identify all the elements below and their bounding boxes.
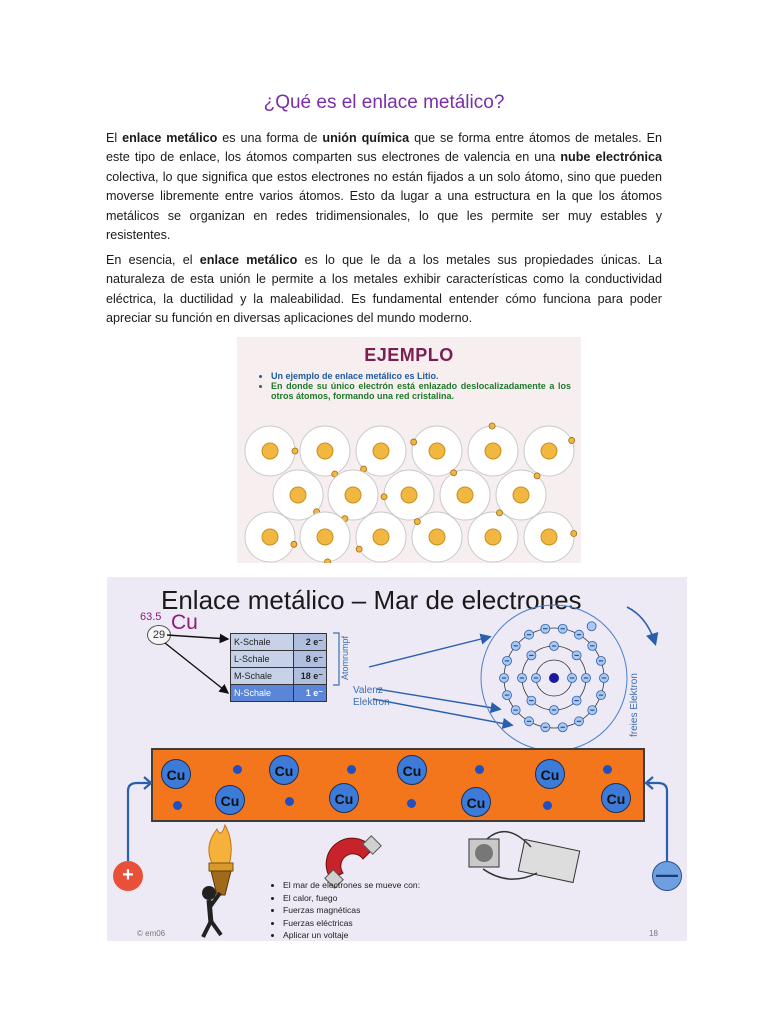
valence-electron (571, 531, 577, 537)
example-heading: EJEMPLO (364, 345, 454, 365)
lithium-atom (300, 426, 350, 477)
lithium-atom (300, 512, 350, 563)
cu-ion: Cu (269, 755, 299, 785)
shell-name: L-Schale (231, 651, 294, 668)
text-run: es una forma de (217, 131, 323, 145)
example-bullet: • En donde su único electrón está enlazado deslocalizadamente a los otros átomos, formando una red cristalina. (271, 381, 571, 401)
example-bullet: • Un ejemplo de enlace metálico es Litio. (271, 371, 571, 381)
negative-terminal: — (652, 861, 682, 891)
lithium-atom (440, 470, 490, 520)
text-run: En esencia, el (106, 253, 200, 267)
valence-electron (356, 546, 362, 552)
bold-term: unión química (322, 131, 410, 145)
bullet-item: • El mar de electrones se mueve con: (283, 879, 503, 892)
electron-sea-bullets (267, 879, 503, 941)
bullet-item: • Fuerzas magnéticas (283, 904, 503, 917)
valence-electron (291, 541, 297, 547)
bold-term: enlace metálico (199, 253, 298, 267)
atomic-number: 29 (147, 625, 171, 645)
positive-terminal: + (113, 861, 143, 891)
lithium-atom (524, 512, 577, 562)
bullet-item: • El calor, fuego (283, 892, 503, 905)
lithium-atom (356, 512, 406, 562)
valence-electron (569, 437, 575, 443)
slide-title: Enlace metálico – Mar de electrones (161, 585, 582, 615)
shell-count: 18 e⁻ (294, 668, 327, 685)
valence-electron (414, 519, 420, 525)
cu-ion: Cu (397, 755, 427, 785)
text-run: es lo que le da a los metales sus propiedades únicas. La naturaleza de esta unión le permite a los metales exhibir características como la conductividad eléctrica, la ductilidad y la maleabilidad. Es fundamental entender cómo funciona para poder apreciar su función en diversas aplicaciones del mundo moderno. (106, 253, 662, 326)
lithium-atom (468, 423, 518, 476)
cu-ion: Cu (535, 759, 565, 789)
page-title: ¿Qué es el enlace metálico? (263, 92, 505, 113)
lithium-atom (496, 470, 546, 520)
atomic-mass: 63.5 (140, 611, 162, 623)
bold-term: nube electrónica (560, 150, 662, 165)
element-symbol: Cu (171, 611, 198, 634)
valence-electron (451, 470, 457, 476)
lithium-atom (245, 512, 297, 562)
text-run: El (106, 131, 123, 145)
valence-electron (534, 473, 540, 479)
cu-ion: Cu (461, 787, 491, 817)
slide-footer-credit: © em06 (137, 929, 166, 938)
lithium-atom (356, 426, 406, 476)
valence-electron (489, 423, 495, 429)
atomrumpf-label: Atomrumpf (340, 635, 351, 681)
shell-count: 2 e⁻ (294, 634, 327, 651)
shell-count: 8 e⁻ (294, 651, 327, 668)
cu-ion: Cu (215, 785, 245, 815)
valence-electron (325, 559, 331, 563)
valence-label-line: Valenz- (353, 685, 387, 696)
lithium-atom (412, 512, 462, 562)
lithium-atom (524, 426, 575, 476)
paragraph-definition (106, 129, 662, 245)
lithium-atom (411, 426, 462, 476)
shell-name: K-Schale (231, 634, 294, 651)
slide-page-number: 18 (649, 929, 658, 938)
example-slide (237, 337, 581, 563)
bullet-item: • Fuerzas eléctricas (283, 917, 503, 930)
valence-label-line: Elektron (353, 697, 390, 708)
shell-name: N-Schale (231, 685, 294, 702)
lithium-atom (273, 470, 323, 520)
lithium-atom (245, 426, 298, 476)
valence-electron (381, 494, 387, 500)
text-run: colectiva, lo que significa que estos electrones no están fijados a un solo átomo, sino que pueden moverse libremente entre varios átomos. Esto da lugar a una estructura en la que los átomos metálicos se organizan en redes tridimensionales, lo que les permite ser muy estables y resistentes. (106, 169, 662, 243)
lithium-atom (381, 470, 434, 520)
bold-term: enlace metálico (122, 131, 218, 145)
valence-electron (292, 448, 298, 454)
cu-ion: Cu (329, 783, 359, 813)
valence-electron (496, 510, 502, 516)
cu-ion: Cu (161, 759, 191, 789)
example-bullets (257, 371, 571, 401)
lithium-lattice-diagram (237, 417, 581, 563)
electron-sea-slide (107, 577, 687, 941)
cu-ion: Cu (601, 783, 631, 813)
shell-name: M-Schale (231, 668, 294, 685)
text-run: que se forma entre átomos de metales. En este tipo de enlace, los átomos comparten sus electrones de valencia en una (106, 131, 662, 165)
paragraph-properties (106, 251, 662, 329)
free-electron-label: freies Elektron (629, 673, 640, 737)
shell-count: 1 e⁻ (294, 685, 327, 702)
bullet-item: • Aplicar un voltaje (283, 929, 503, 941)
valence-electron (411, 439, 417, 445)
